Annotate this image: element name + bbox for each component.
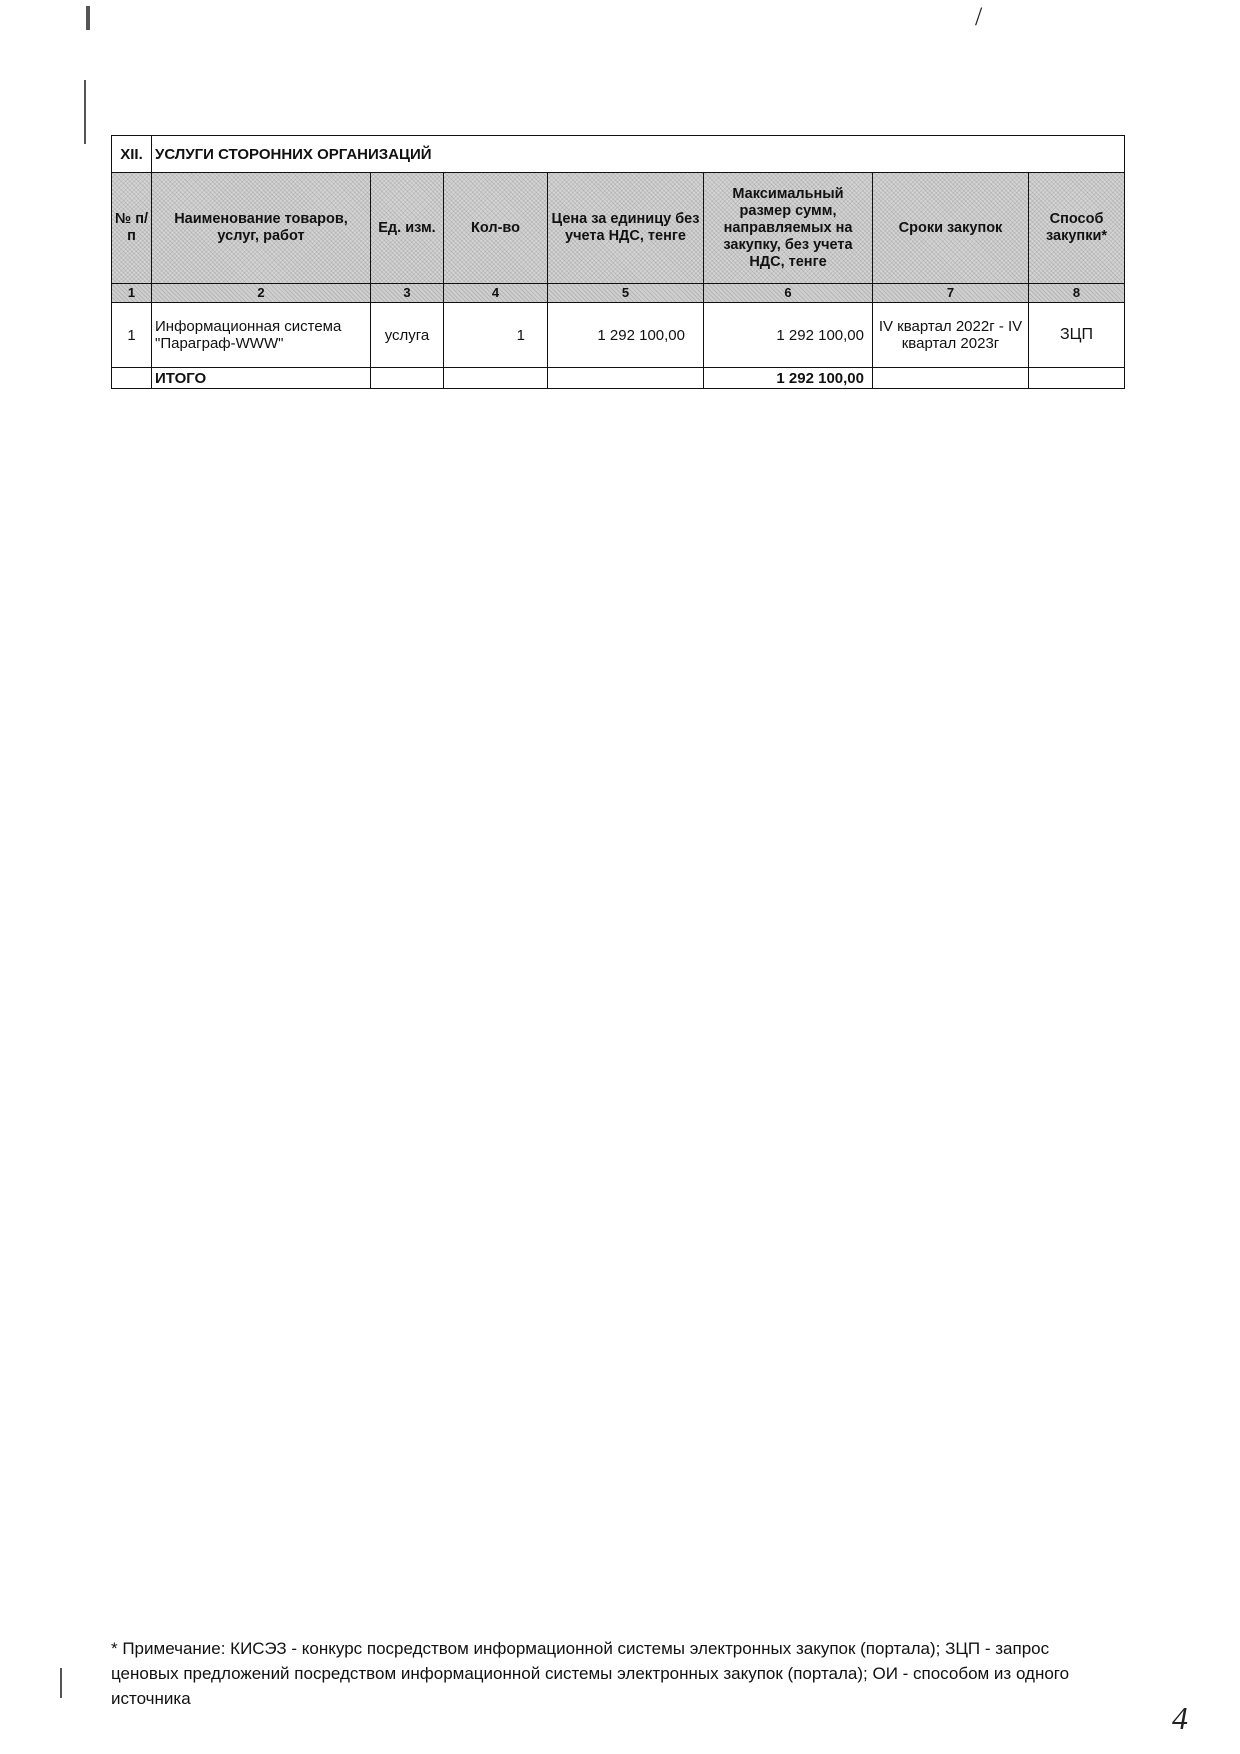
column-header: Цена за единицу без учета НДС, тенге [548,173,704,284]
column-number: 1 [112,284,152,303]
column-number: 6 [704,284,873,303]
column-header-row [112,173,1125,284]
empty-cell [548,368,704,389]
procurement-table [111,135,1125,389]
section-header-row [112,136,1125,173]
column-number: 5 [548,284,704,303]
column-number: 2 [152,284,371,303]
scan-artifact [60,1668,62,1698]
item-method: ЗЦП [1029,303,1125,368]
column-number: 4 [444,284,548,303]
handwritten-page-number: 4 [1172,1700,1188,1736]
empty-cell [873,368,1029,389]
column-number-row [112,284,1125,303]
empty-cell [371,368,444,389]
item-period: IV квартал 2022г - IV квартал 2023г [873,303,1029,368]
section-number: XII. [112,136,152,173]
empty-cell [1029,368,1125,389]
column-header: Способ закупки* [1029,173,1125,284]
total-amount: 1 292 100,00 [704,368,873,389]
item-unit-price: 1 292 100,00 [548,303,704,368]
row-number: 1 [112,303,152,368]
scan-artifact [86,6,90,30]
column-header: Сроки закупок [873,173,1029,284]
table-row [112,303,1125,368]
column-header: Максимальный размер сумм, направляемых на закупку, без учета НДС, тенге [704,173,873,284]
empty-cell [112,368,152,389]
handwritten-top-mark: / [975,2,983,31]
column-number: 7 [873,284,1029,303]
column-header: № п/п [112,173,152,284]
column-header: Наименование товаров, услуг, работ [152,173,371,284]
empty-cell [444,368,548,389]
column-number: 8 [1029,284,1125,303]
item-name: Информационная система "Параграф-WWW" [152,303,371,368]
total-label: ИТОГО [152,368,371,389]
column-header: Кол-во [444,173,548,284]
total-row [112,368,1125,389]
column-number: 3 [371,284,444,303]
item-max-amount: 1 292 100,00 [704,303,873,368]
item-quantity: 1 [444,303,548,368]
section-title: УСЛУГИ СТОРОННИХ ОРГАНИЗАЦИЙ [152,136,1125,173]
footnote: * Примечание: КИСЭЗ - конкурс посредством информационной системы электронных закупок (портала); ЗЦП - запрос ценовых предложений посредством информационной системы электронных закупок (портала); ОИ - способом из одного источника [111,1639,1070,1708]
column-header: Ед. изм. [371,173,444,284]
item-unit: услуга [371,303,444,368]
scan-artifact [84,80,86,144]
